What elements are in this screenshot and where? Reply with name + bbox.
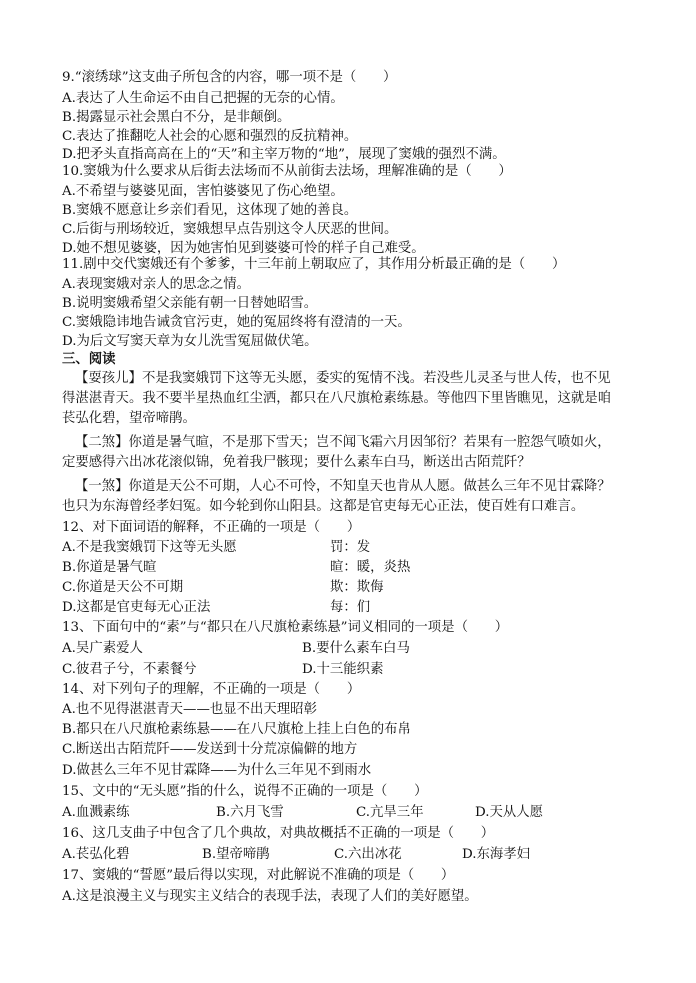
question-9-stem: 9.“滚绣球”这支曲子所包含的内容，哪一项不是（ ）: [62, 70, 397, 85]
question-10-option-c: C.后街与刑场较近，窦娥想早点告别这令人厌恶的世间。: [62, 222, 398, 237]
question-14-option-c: C.断送出古陌荒阡——发送到十分荒凉偏僻的地方: [62, 742, 358, 757]
question-14-option-a: A.也不见得湛湛青天——也显不出天理昭彰: [62, 702, 317, 717]
question-15-option-a: A.血溅素练: [62, 805, 130, 820]
passage-line: 【一煞】你道是天公不可期，人心不可怜，不知皇天也肯从人愿。做甚么三年不见甘霖降？: [75, 479, 611, 494]
question-16-option-d: D.东海孝妇: [462, 847, 531, 862]
question-15-option-c: C.亢旱三年: [356, 805, 424, 820]
question-12-stem: 12、对下面词语的解释，不正确的一项是（ ）: [62, 520, 361, 535]
question-16-stem: 16、这几支曲子中包含了几个典故，对典故概括不正确的一项是（ ）: [62, 826, 495, 841]
question-13-option-a: A.吴广素爱人: [62, 641, 143, 656]
question-16-option-b: B.望帝啼鹃: [202, 847, 270, 862]
passage-line: 苌弘化碧，望帝啼鹃。: [62, 411, 196, 426]
question-9-option-a: A.表达了人生命运不由自己把握的无奈的心情。: [62, 91, 344, 106]
question-16-option-c: C.六出冰花: [334, 847, 402, 862]
question-13-option-d: D.十三能织素: [302, 662, 384, 677]
question-11-option-c: C.窦娥隐讳地告诫贪官污吏，她的冤屈终将有澄清的一天。: [62, 315, 411, 330]
question-12-option-d: D.这都是官吏每无心正法: [62, 600, 211, 615]
question-10-option-a: A.不希望与婆婆见面，害怕婆婆见了伤心绝望。: [62, 184, 344, 199]
question-15-option-d: D.天从人愿: [475, 805, 544, 820]
question-17-stem: 17、窦娥的“誓愿”最后得以实现，对此解说不准确的项是（ ）: [62, 868, 455, 883]
question-12-option-c: C.你道是天公不可期: [62, 580, 184, 595]
question-12-option-d-gloss: 每：们: [330, 600, 371, 615]
question-11-option-a: A.表现窦娥对亲人的思念之情。: [62, 277, 251, 292]
question-16-option-a: A.苌弘化碧: [62, 847, 130, 862]
question-17-option-a: A.这是浪漫主义与现实主义结合的表现手法，表现了人们的美好愿望。: [62, 889, 478, 904]
question-14-stem: 14、对下列句子的理解，不正确的一项是（ ）: [62, 682, 361, 697]
question-9-option-b: B.揭露显示社会黑白不分，是非颠倒。: [62, 110, 291, 125]
section-heading: 三、阅读: [62, 351, 116, 367]
passage-line: 也只为东海曾经孝妇冤。如今轮到你山阳县。这都是官吏每无心正法，使百姓有口难言。: [62, 499, 585, 514]
question-11-option-b: B.说明窦娥希望父亲能有朝一日替她昭雪。: [62, 296, 318, 311]
question-13-stem: 13、下面句中的“素”与“都只在八尺旗枪素练悬”词义相同的一项是（ ）: [62, 620, 509, 635]
question-12-option-b: B.你道是暑气暄: [62, 560, 157, 575]
question-12-option-c-gloss: 欺：欺侮: [330, 580, 384, 595]
passage-line: 定要感得六出冰花滚似锦，免着我尸骸现；要什么素车白马，断送出古陌荒阡？: [62, 455, 531, 470]
question-10-option-b: B.窦娥不愿意让乡亲们看见，这体现了她的善良。: [62, 203, 358, 218]
question-10-stem: 10.窦娥为什么要求从后街去法场而不从前街去法场，理解准确的是（ ）: [62, 164, 512, 179]
passage-line: 【耍孩儿】不是我窦娥罚下这等无头愿，委实的冤情不浅。若没些儿灵圣与世人传，也不见: [75, 371, 611, 386]
question-11-stem: 11.剧中交代窦娥还有个爹爹，十三年前上朝取应了，其作用分析最正确的是（ ）: [62, 257, 566, 272]
passage-line: 得湛湛青天。我不要半星热血红尘洒，都只在八尺旗枪素练悬。等他四下里皆瞧见，这就是咱: [62, 391, 612, 406]
question-12-option-a: A.不是我窦娥罚下这等无头愿: [62, 540, 237, 555]
question-13-option-b: B.要什么素车白马: [302, 641, 410, 656]
question-9-option-d: D.把矛头直指高高在上的“天”和主宰万物的“地”，展现了窦娥的强烈不满。: [62, 147, 506, 162]
question-15-stem: 15、文中的“无头愿”指的什么，说得不正确的一项是（ ）: [62, 784, 428, 799]
question-14-option-b: B.都只在八尺旗枪素练悬——在八尺旗枪上挂上白色的布帛: [62, 722, 411, 737]
question-12-option-a-gloss: 罚：发: [330, 540, 371, 555]
question-14-option-d: D.做甚么三年不见甘霖降——为什么三年见不到雨水: [62, 763, 372, 778]
passage-line: 【二煞】你道是暑气暄，不是那下雪天；岂不闻飞霜六月因邹衍？若果有一腔怨气喷如火，: [75, 435, 611, 450]
question-11-option-d: D.为后文写窦天章为女儿洗雪冤屈做伏笔。: [62, 334, 318, 349]
question-9-option-c: C.表达了推翻吃人社会的心愿和强烈的反抗精神。: [62, 129, 358, 144]
question-15-option-b: B.六月飞雪: [216, 805, 284, 820]
question-13-option-c: C.彼君子兮，不素餐兮: [62, 662, 197, 677]
question-10-option-d: D.她不想见婆婆，因为她害怕见到婆婆可怜的样子自己难受。: [62, 241, 425, 256]
question-12-option-b-gloss: 暄：暖，炎热: [330, 560, 411, 575]
